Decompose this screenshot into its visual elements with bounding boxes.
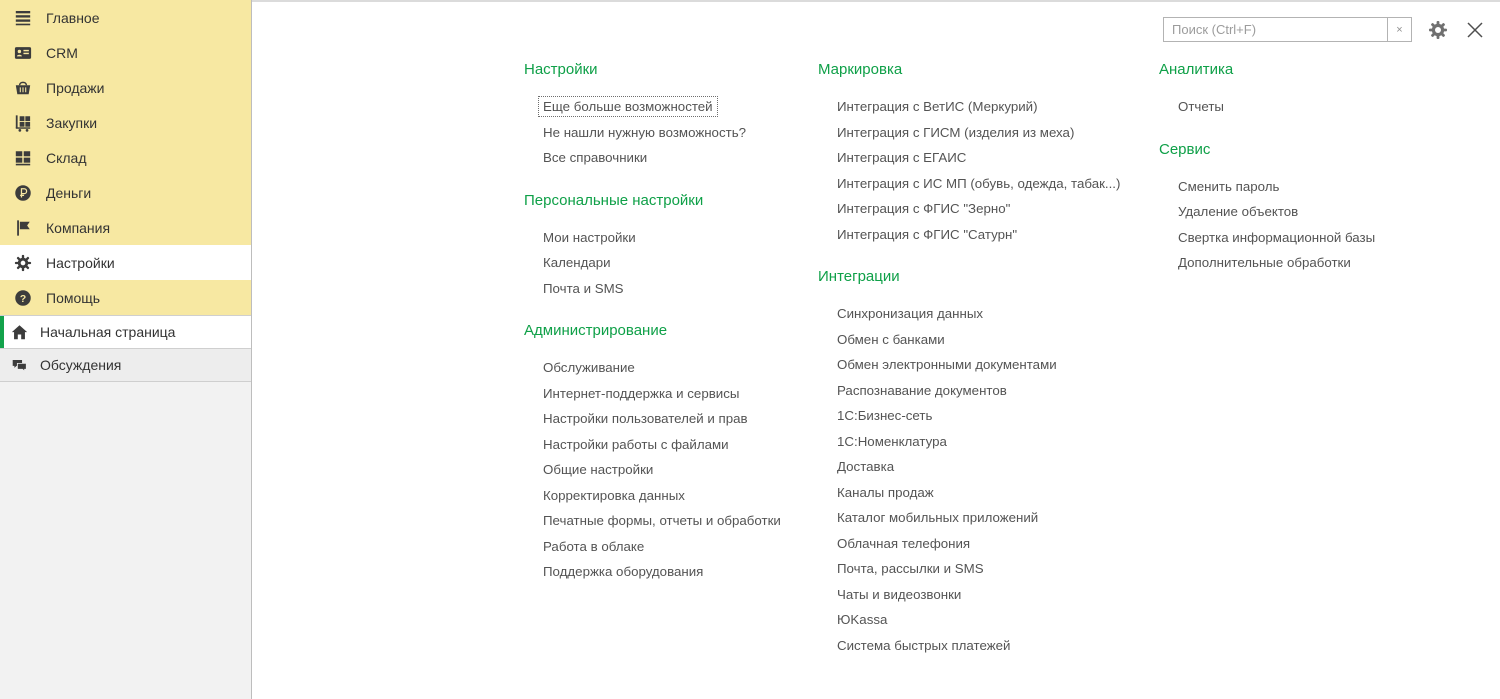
command-link[interactable] <box>524 483 818 509</box>
section <box>818 60 1159 247</box>
sidebar-primary <box>0 0 251 315</box>
command-link[interactable] <box>818 171 1159 197</box>
command-link-label: Каталог мобильных приложений <box>837 510 1039 526</box>
home-icon <box>9 322 29 342</box>
command-link[interactable] <box>524 145 818 171</box>
command-link-label: Доставка <box>837 459 895 475</box>
command-link-label: Интеграция с ИС МП (обувь, одежда, табак...) <box>837 175 1121 191</box>
section <box>524 191 818 302</box>
command-link-label: Сменить пароль <box>1178 178 1280 194</box>
content-columns <box>524 60 1500 678</box>
sidebar-secondary <box>0 315 251 382</box>
warehouse-icon <box>13 148 33 168</box>
menu-icon <box>13 8 33 28</box>
sidebar-item-glavnoe[interactable] <box>0 0 251 35</box>
sidebar-item-crm[interactable] <box>0 35 251 70</box>
command-link[interactable] <box>1159 250 1489 276</box>
section-title: Персональные настройки <box>524 191 704 209</box>
settings-gear-icon[interactable] <box>1427 19 1449 41</box>
sidebar-item-label: Закупки <box>46 114 98 131</box>
command-link-label: Корректировка данных <box>543 487 685 503</box>
sidebar-item-label: Настройки <box>46 254 115 271</box>
sidebar-item-dengi[interactable] <box>0 175 251 210</box>
command-link[interactable] <box>818 378 1159 404</box>
command-link[interactable] <box>818 454 1159 480</box>
command-link-label: 1С:Бизнес-сеть <box>837 408 933 424</box>
command-link[interactable] <box>524 355 818 381</box>
content-column-3 <box>1159 60 1489 678</box>
command-link[interactable] <box>818 429 1159 455</box>
command-link[interactable] <box>818 582 1159 608</box>
command-link-label: Отчеты <box>1178 99 1224 115</box>
section-title: Аналитика <box>1159 61 1234 78</box>
flag-icon <box>13 218 33 238</box>
section <box>524 60 818 171</box>
sidebar-item-discussions[interactable] <box>0 349 251 382</box>
command-link[interactable] <box>524 225 818 251</box>
gear-icon <box>13 253 33 273</box>
command-link[interactable] <box>818 480 1159 506</box>
command-link[interactable] <box>818 403 1159 429</box>
command-link[interactable] <box>818 196 1159 222</box>
section <box>1159 140 1489 276</box>
sidebar-item-label: Деньги <box>46 184 92 201</box>
command-link[interactable] <box>524 508 818 534</box>
command-link-label: Обмен электронными документами <box>837 357 1057 373</box>
close-icon[interactable] <box>1464 19 1486 41</box>
command-link-label: Почта и SMS <box>543 280 624 296</box>
section-title: Сервис <box>1159 140 1211 158</box>
ruble-icon <box>13 183 33 203</box>
command-link-label: Календари <box>543 255 611 271</box>
command-link[interactable] <box>1159 94 1489 120</box>
command-link-label: Дополнительные обработки <box>1178 255 1351 271</box>
command-link-label: Чаты и видеозвонки <box>837 586 962 602</box>
chat-icon <box>9 355 29 375</box>
section <box>524 321 818 585</box>
command-link-label: Система быстрых платежей <box>837 637 1011 653</box>
command-link-label: Свертка информационной базы <box>1178 229 1376 245</box>
section-title: Настройки <box>524 61 598 78</box>
basket-icon <box>13 78 33 98</box>
command-link-label: Удаление объектов <box>1178 204 1299 220</box>
svg-text:?: ? <box>19 293 27 305</box>
sidebar-item-label: Склад <box>46 149 87 166</box>
command-link-label: Синхронизация данных <box>837 306 984 322</box>
command-link[interactable] <box>818 120 1159 146</box>
command-link-label: Почта, рассылки и SMS <box>837 561 984 577</box>
sidebar-item-label: Начальная страница <box>40 324 176 340</box>
sidebar-item-label: Главное <box>46 9 100 26</box>
command-link-label: Обслуживание <box>543 360 635 376</box>
content-column-2 <box>818 60 1159 678</box>
command-link-label: Еще больше возможностей <box>539 97 717 116</box>
command-link[interactable] <box>818 145 1159 171</box>
command-link-label: Обмен с банками <box>837 331 945 347</box>
command-link[interactable] <box>1159 225 1489 251</box>
sidebar-filler <box>0 382 251 699</box>
content-column-1 <box>524 60 818 678</box>
command-link-label: Печатные формы, отчеты и обработки <box>543 513 781 529</box>
command-link[interactable] <box>818 505 1159 531</box>
command-link[interactable] <box>524 276 818 302</box>
search-input[interactable] <box>1163 17 1387 42</box>
command-link[interactable] <box>818 556 1159 582</box>
command-link-label: Интеграция с ФГИС "Зерно" <box>837 201 1011 217</box>
command-link-label: Настройки пользователей и прав <box>543 411 748 427</box>
crm-badge-icon <box>13 43 33 63</box>
sidebar-item-kompaniya[interactable] <box>0 210 251 245</box>
command-link[interactable] <box>524 534 818 560</box>
command-link-label: Не нашли нужную возможность? <box>543 124 747 140</box>
command-link[interactable] <box>818 327 1159 353</box>
command-link[interactable] <box>818 352 1159 378</box>
help-icon <box>13 288 33 308</box>
command-link[interactable] <box>524 94 818 120</box>
sidebar-item-label: Обсуждения <box>40 357 122 373</box>
command-link[interactable] <box>524 457 818 483</box>
command-link-label: Общие настройки <box>543 462 654 478</box>
command-link-label: Настройки работы с файлами <box>543 436 729 452</box>
search-clear-button[interactable]: × <box>1387 17 1412 42</box>
section-title: Интеграции <box>818 268 900 285</box>
command-link-label: Все справочники <box>543 150 648 166</box>
sidebar-item-home[interactable] <box>0 316 251 349</box>
command-link-label: Интеграция с ВетИС (Меркурий) <box>837 99 1038 115</box>
command-link[interactable] <box>524 406 818 432</box>
sidebar-item-pomosch[interactable] <box>0 280 251 315</box>
sidebar-item-prodazhi[interactable] <box>0 70 251 105</box>
command-link[interactable] <box>524 381 818 407</box>
command-link[interactable] <box>1159 174 1489 200</box>
sidebar-item-label: CRM <box>46 44 78 61</box>
main-panel <box>252 0 1500 699</box>
command-link[interactable] <box>1159 199 1489 225</box>
command-link-label: Мои настройки <box>543 229 636 245</box>
command-link-label: Интеграция с ФГИС "Сатурн" <box>837 226 1018 242</box>
command-link[interactable] <box>818 607 1159 633</box>
section <box>818 267 1159 658</box>
section <box>1159 60 1489 120</box>
command-link-label: Интернет-поддержка и сервисы <box>543 385 740 401</box>
command-link[interactable] <box>818 301 1159 327</box>
command-link[interactable] <box>818 222 1159 248</box>
command-link-label: 1С:Номенклатура <box>837 433 947 449</box>
sidebar <box>0 0 252 699</box>
sidebar-item-sklad[interactable] <box>0 140 251 175</box>
command-link-label: Распознавание документов <box>837 382 1007 398</box>
search-box <box>1163 17 1412 42</box>
cart-icon <box>13 113 33 133</box>
sidebar-item-label: Компания <box>46 219 111 236</box>
command-link[interactable] <box>524 432 818 458</box>
sidebar-item-label: Продажи <box>46 79 105 96</box>
topbar <box>1163 17 1486 42</box>
command-link[interactable] <box>818 633 1159 659</box>
command-link-label: Интеграция с ЕГАИС <box>837 150 967 166</box>
command-link[interactable] <box>818 531 1159 557</box>
command-link-label: Интеграция с ГИСМ (изделия из меха) <box>837 124 1075 140</box>
sidebar-item-zakupki[interactable] <box>0 105 251 140</box>
command-link[interactable] <box>524 559 818 585</box>
command-link-label: Каналы продаж <box>837 484 934 500</box>
section-title: Маркировка <box>818 61 903 78</box>
sidebar-item-label: Помощь <box>46 289 101 306</box>
command-link[interactable] <box>524 120 818 146</box>
sidebar-item-nastroyki[interactable] <box>0 245 251 280</box>
command-link-label: ЮKassa <box>837 612 888 628</box>
command-link-label: Облачная телефония <box>837 535 971 551</box>
command-link[interactable] <box>818 94 1159 120</box>
section-title: Администрирование <box>524 322 668 339</box>
command-link[interactable] <box>524 250 818 276</box>
command-link-label: Работа в облаке <box>543 538 645 554</box>
command-link-label: Поддержка оборудования <box>543 564 704 580</box>
